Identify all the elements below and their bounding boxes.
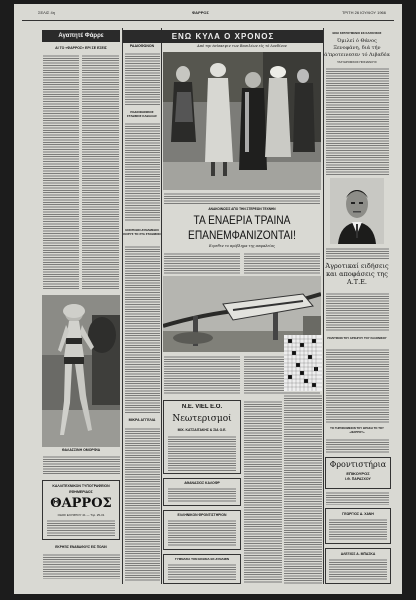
royal-caption-text	[164, 192, 320, 204]
train-text-1	[164, 252, 240, 274]
right-ad-2	[325, 508, 391, 544]
crossword-clues	[284, 394, 322, 584]
program-listing-2	[125, 245, 160, 413]
page-header	[14, 8, 402, 20]
tutoring-name: Ι.Θ. ΠΑΡΑΣΧΟΥ	[345, 477, 371, 481]
left-bottom-head: ΕΚΡΗΞΙΣ ΕΝΑΒΑΘΟΥΣ ΕΙΣ ΠΟΛΙΝ	[55, 545, 107, 549]
mid-ad-1-title: ΑΘΑΝΑΣΙΟΣ ΚΑΛΟΦΡ	[184, 481, 220, 485]
masthead: ΦΑΡΡΟΣ	[192, 10, 209, 15]
radio-station-heading: ΡΑΔΙΟΦΩΝΙΚΟΣ ΣΤΑΘΜΟΣ ΚΑΒΑΛΑΣ	[127, 110, 157, 118]
train-headline-1: ΤΑ ΕΝΑΕΡΙΑ ΤΡΑΙΝΑ	[193, 213, 291, 227]
train-kicker: ΑΝΑΚΟΙΝΩΣΙΣ ΑΠΟ ΤΗΝ ΣΤΕΡΕΩΝ ΤΕΧΝΗΝ	[208, 207, 276, 211]
right-ad-3-text	[329, 558, 387, 580]
train-headline-2: ΕΠΑΝΕΜΦΑΝΙΖΟΝΤΑΙ!	[188, 228, 296, 242]
header-rule	[22, 20, 394, 21]
left-subhead: ΑΙ ΤΟ «ΦΑΡΡΟΣ» ΕΡΙ ΣΕ ΕΣΕΙΣ	[55, 46, 107, 50]
viel-top: Ν.Ε. VIEL Ε.Ο.	[181, 404, 223, 410]
left-bottom-text	[43, 553, 120, 579]
column-rule-2	[161, 28, 162, 584]
agricultural-headline: Άγροτικαί ειδήσεις και αποφάσεις της Α.Τ.Ε.	[325, 262, 389, 286]
right-rule-text: ΤΑΧΥΔΡΟΜΙΚΟΣ ΠΙΣΣΙΑΙΝΟΥΣ	[337, 60, 377, 64]
viel-line: ΜΙΧ. ΚΑΤΣΑΙΤΑΚΗΣ & ΣΙΑ Ο.Ε.	[177, 428, 227, 432]
column-rule-3	[323, 28, 324, 584]
page-number: ΣΕΛΙΣ 4η	[38, 10, 55, 15]
tutoring-title: Φροντιστήρια	[329, 460, 387, 469]
print-shop-text	[47, 519, 115, 537]
tutoring-ad	[325, 457, 391, 489]
train-subheadline: Ευρεθεν το πρόβλημα της ασφαλείας	[208, 244, 276, 248]
classifieds-heading: ΜΙΚΡΑ ΑΓΓΕΛΙΑ	[128, 418, 156, 422]
right-ad-3-title: ΑΛΕΞΙΟΣ Α. ΜΠΑΣΚΑ	[340, 552, 376, 556]
right-text-6	[326, 491, 389, 505]
mid-ad-3-text	[168, 563, 236, 581]
right-ad-3	[325, 548, 391, 584]
right-text-2	[326, 247, 389, 259]
right-small-head-1: ΠΟΛΙΤΙΚΟΝ ΤΟΥ ΑΡΧΗΓΟΥ ΤΟΥ ΣΑΛΟΝΙΚΟΥ	[327, 336, 387, 340]
print-shop-sub: ΕΦΗΜΕΡΙΔΟΣ	[69, 490, 93, 494]
right-text-5	[326, 438, 389, 454]
right-text-1	[326, 67, 389, 175]
mid-ad-3	[163, 554, 241, 584]
print-shop-name: ΘΑΡΡΟΣ	[50, 496, 112, 511]
mid-ad-3-title: ΓΥΜΝΑΣΙΑ ΤΟΝ ΕΚΕΙΝΑ ΕΚ ΔΥΝΑΜΙΝ	[174, 557, 230, 561]
royal-visit-photo	[163, 52, 321, 190]
left-banner: Αγαπητέ Φάρρε	[42, 30, 120, 42]
main-banner: ΕΝΩ ΚΥΛΑ Ο ΧΡΟΝΟΣ	[123, 30, 323, 43]
mid-ad-1-text	[168, 487, 236, 503]
royal-photo-caption: Από την έπίσκεψιν των Βασιλέων είς τό Λονδίνον	[197, 44, 287, 48]
crossword-grid	[284, 335, 322, 391]
photo-caption-left: ΘΑΛΑΣΣΙΝΗ ΟΜΟΡΦΙΑ	[61, 448, 101, 452]
print-shop-ad	[42, 480, 120, 540]
armed-forces-heading: ΕΝΟΠΛΩΝ ΔΥΝΑΜΕΩΝ ΚΟΡΥΣ ΤΟ ΣΤΑ ΣΤΑΘΜΟΝ	[123, 228, 161, 236]
program-listing	[125, 122, 160, 222]
viel-text	[168, 435, 236, 471]
classifieds-text	[125, 427, 160, 582]
caption-text	[43, 455, 120, 475]
issue-date: ΤΡΙΤΗ 26 ΙΟΥΛΙΟΥ 1966	[341, 10, 386, 15]
train-text-3	[164, 355, 240, 395]
print-shop-top: ΚΑΛΛΙΤΕΧΝΙΚΟΝ ΤΥΠΟΓΡΑΦΕΙΟΝ	[52, 484, 110, 488]
mid-ad-1	[163, 478, 241, 506]
radio-listing	[125, 52, 160, 106]
right-headline: Όμιλεί ό Θάνος Ξενοφάνη, διά τήν ά'προτεινεσεν τό Λιβαδέα	[324, 38, 390, 58]
right-text-4	[326, 348, 389, 424]
viel-ad	[163, 400, 241, 474]
portrait-photo	[330, 178, 384, 244]
radio-heading: ΡΑΔΙΟΦΩΝΟΝ	[129, 44, 155, 48]
left-text-column-2	[82, 54, 119, 290]
train-text-2	[244, 252, 320, 274]
right-small-head-2: ΤΟ ΓΗΡΟΚΟΜΕΙΟΝ ΤΟΥ ΘΡΑΚΗ ΤΟ ΤΟΥ «ΦΑΡΡΟΥ»	[330, 426, 384, 434]
print-shop-address: ΟΔΟΣ ΕΛΥΜΠΟΥ 41 — Τηλ. 25-31	[57, 513, 105, 517]
tutoring-sub: ΕΠΙΚΟΥΡΟΣ	[346, 471, 370, 476]
mid-ad-2-title: ΕΛΛΗΝΙΚΟΝ ΦΡΟΝΤΙΣΤΗΡΙΟΝ	[177, 513, 227, 517]
right-text-3	[326, 292, 389, 332]
right-ad-2-title: ΓΕΩΡΓΙΟΣ Δ. ΧΑΝΗ	[342, 512, 374, 516]
mid-ad-2	[163, 510, 241, 550]
left-text-column	[43, 54, 79, 290]
mid-ad-2-text	[168, 519, 236, 547]
viel-title: Νεωτερισμοί	[172, 414, 232, 424]
center-text-column	[244, 400, 282, 584]
right-top-note: ΕΚΕΙ ΚΡΑΤΟΥΜΕΝΟΙ ΕΚ ΚΑΡΑΣΙΚΟΣ	[332, 31, 382, 35]
right-ad-2-text	[329, 518, 387, 540]
swimsuit-photo	[42, 295, 120, 447]
